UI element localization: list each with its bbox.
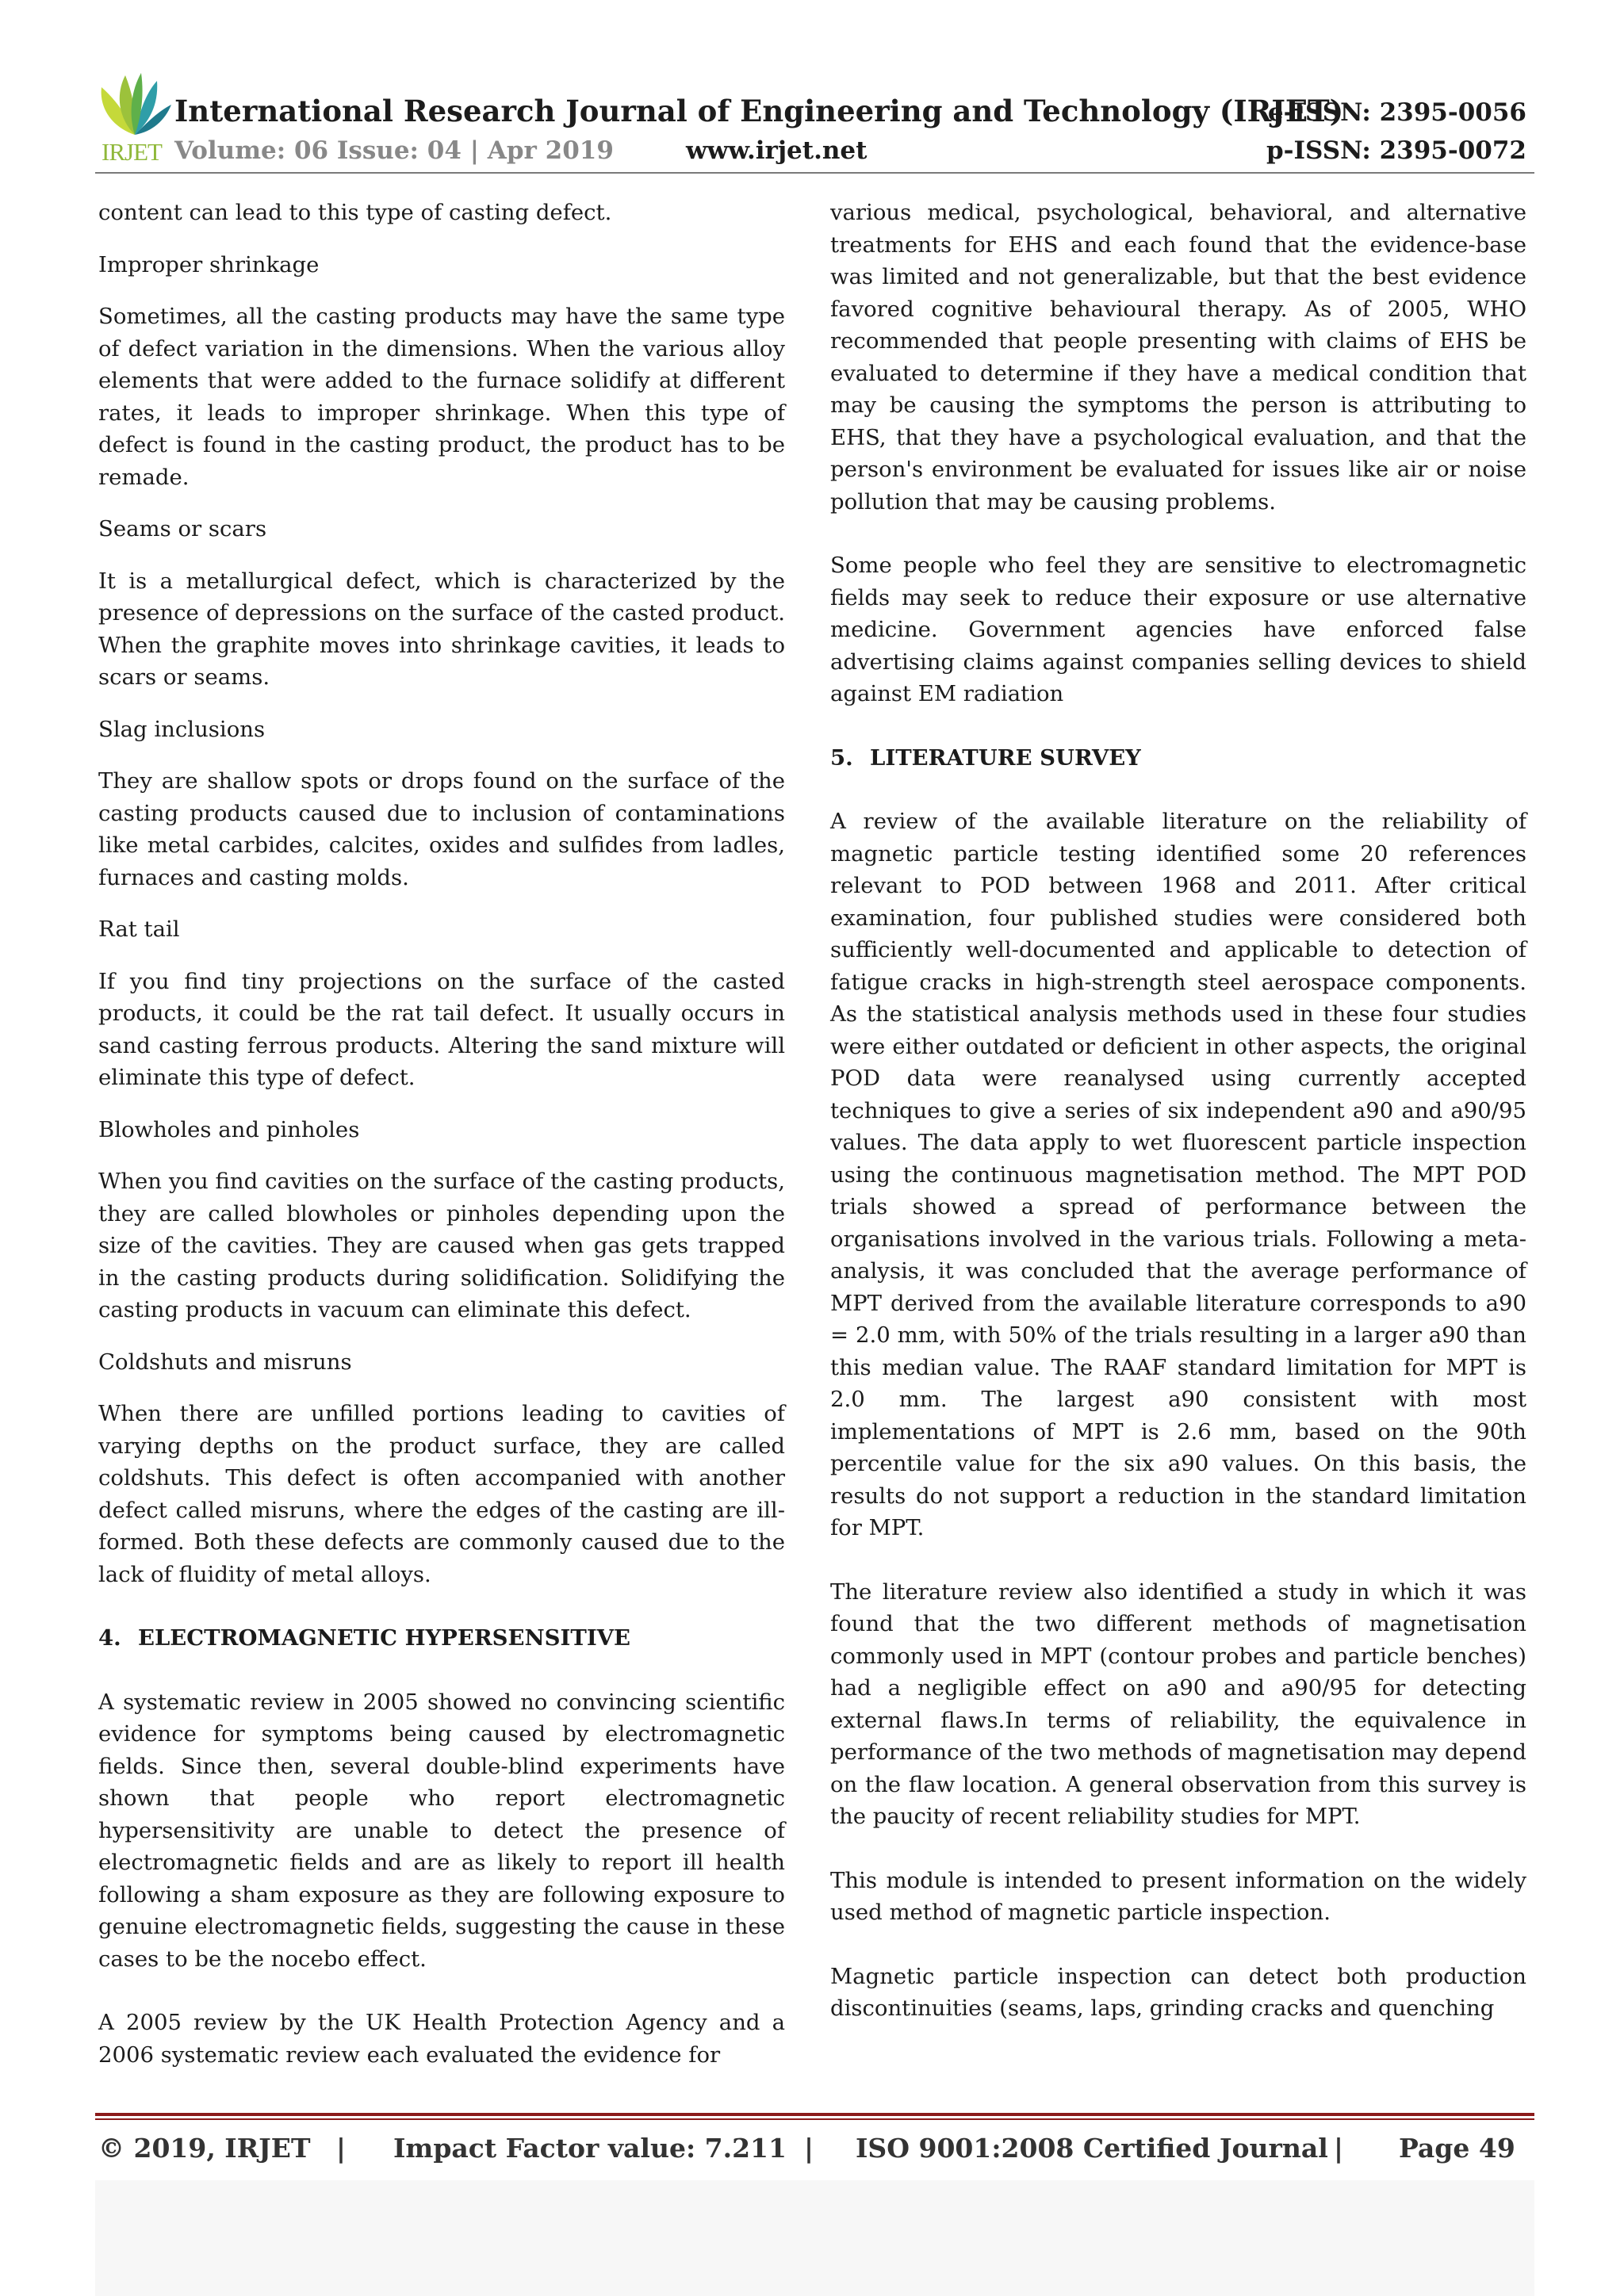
paragraph: A 2005 review by the UK Health Protection Agency and a 2006 systematic review each evaluated the evidence for (98, 2010, 785, 2068)
paragraph: Magnetic particle inspection can detect both production discontinuities (seams, laps, grinding cracks and quenching (830, 1963, 1526, 2021)
paragraph: It is a metallurgical defect, which is characterized by the presence of depressions on the surface of the casted product. When the graphite moves into shrinkage cavities, it leads to scars or seams. (98, 568, 785, 690)
paragraph: They are shallow spots or drops found on the surface of the casting products caused due to inclusion of contaminations like metal carbides, calcites, oxides and sulfides from ladles, furnaces and casting molds. (98, 768, 785, 890)
section-heading-5 (830, 742, 1526, 775)
volume-line: Volume: 06 Issue: 04 | Apr 2019 (174, 136, 614, 165)
subheading: Coldshuts and misruns (98, 1349, 352, 1375)
journal-title: International Research Journal of Engineering and Technology (IRJET) (174, 94, 1344, 128)
paragraph: When there are unfilled portions leading to cavities of varying depths on the product surface, they are called coldshuts. This defect is often accompanied with another defect called misruns, where the edges of the casting are ill-formed. Both these defects are commonly caused due to the lack of fluidity of metal alloys. (98, 1401, 785, 1587)
paragraph: When you find cavities on the surface of the casting products, they are called blowholes or pinholes depending upon the size of the cavities. They are caused when gas gets trapped in the casting products during solidification. Solidifying the casting products in vacuum can eliminate this defect. (98, 1169, 785, 1322)
header-divider (95, 172, 1534, 174)
footer-separator: | (1334, 2133, 1344, 2164)
subheading: Blowholes and pinholes (98, 1116, 360, 1142)
footer-page-number: Page 49 (1399, 2133, 1515, 2164)
left-column (98, 197, 785, 2091)
footer-separator: | (804, 2133, 814, 2164)
website-link[interactable]: www.irjet.net (686, 136, 868, 165)
paragraph: A review of the available literature on the reliability of magnetic particle testing identified some 20 references relevant to POD between 1968 and 2011. After critical examination, four published studies were considered both sufficiently well-documented and applicable to detection of fatigue cracks in high-strength steel aerospace components. As the statistical analysis methods used in these four studies were either outdated or deficient in other aspects, the original POD data were reanalysed using currently accepted techniques to give a series of six independent a90 and a90/95 values. The data apply to wet fluorescent particle inspection using the continuous magnetisation method. The MPT POD trials showed a spread of performance between the organisations involved in the various trials. Following a meta-analysis, it was concluded that the average performance of MPT derived from the available literature corresponds to a90 = 2.0 mm, with 50% of the trials resulting in a larger a90 than this median value. The RAAF standard limitation for MPT is 2.0 mm. The largest a90 consistent with most implementations of MPT is 2.6 mm, based on the 90th percentile value for the six a90 values. On this basis, the results do not support a reduction in the standard limitation for MPT. (830, 809, 1526, 1540)
footer-iso: ISO 9001:2008 Certified Journal (856, 2133, 1328, 2164)
section-heading-4 (98, 1622, 785, 1655)
subheading: Slag inclusions (98, 716, 266, 742)
section-number: 4. (98, 1625, 121, 1651)
footer-divider (95, 2113, 1534, 2116)
p-issn: p-ISSN: 2395-0072 (1266, 136, 1526, 165)
paragraph: This module is intended to present information on the widely used method of magnetic particle inspection. (830, 1867, 1526, 1925)
subheading: Improper shrinkage (98, 251, 320, 277)
e-issn: e-ISSN: 2395-0056 (1267, 98, 1526, 127)
footer-band (95, 2180, 1534, 2296)
footer-impact-factor: Impact Factor value: 7.211 (393, 2133, 787, 2164)
paragraph: various medical, psychological, behavioral, and alternative treatments for EHS and each found that the evidence-base was limited and not generalizable, but that the best evidence favored cognitive behavioural therapy. As of 2005, WHO recommended that people presenting with claims of EHS be evaluated to determine if they have a medical condition that may be causing the symptoms the person is attributing to EHS, that they have a psychological evaluation, and that the person's environment be evaluated for issues like air or noise pollution that may be causing problems. (830, 200, 1526, 515)
section-number: 5. (830, 744, 853, 771)
page-header (95, 71, 1534, 174)
paragraph: The literature review also identified a study in which it was found that the two different methods of magnetisation commonly used in MPT (contour probes and particle benches) had a negligible effect on a90 and a90/95 for detecting external flaws.In terms of reliability, the equivalence in performance of the two methods of magnetisation may depend on the flaw location. A general observation from this survey is the paucity of recent reliability studies for MPT. (830, 1578, 1526, 1829)
subheading: Rat tail (98, 916, 180, 942)
footer-divider-thin (95, 2118, 1534, 2120)
logo-text: IRJET (102, 138, 162, 166)
section-title: LITERATURE SURVEY (870, 744, 1141, 771)
paragraph: content can lead to this type of casting defect. (98, 200, 612, 225)
paragraph: Some people who feel they are sensitive to electromagnetic fields may seek to reduce their exposure or use alternative medicine. Government agencies have enforced false advertising claims against companies selling devices to shield against EM radiation (830, 553, 1526, 706)
section-title: ELECTROMAGNETIC HYPERSENSITIVE (138, 1625, 630, 1651)
footer-separator: | (336, 2133, 347, 2164)
subheading: Seams or scars (98, 516, 267, 541)
footer-copyright: © 2019, IRJET (98, 2133, 311, 2164)
leaf-logo-icon (95, 71, 174, 143)
right-column (830, 197, 1526, 2045)
paragraph: A systematic review in 2005 showed no convincing scientific evidence for symptoms being caused by electromagnetic fields. Since then, several double-blind experiments have shown that people who report electromagnetic hypersensitivity are unable to detect the presence of electromagnetic fields and are as likely to report ill health following a sham exposure as they are following exposure to genuine electromagnetic fields, suggesting the cause in these cases to be the nocebo effect. (98, 1689, 785, 1972)
paragraph: If you find tiny projections on the surface of the casted products, it could be the rat tail defect. It usually occurs in sand casting ferrous products. Altering the sand mixture will eliminate this type of defect. (98, 968, 785, 1090)
paragraph: Sometimes, all the casting products may have the same type of defect variation in the dimensions. When the various alloy elements that were added to the furnace solidify at different rates, it leads to improper shrinkage. When this type of defect is found in the casting product, the product has to be remade. (98, 304, 785, 490)
